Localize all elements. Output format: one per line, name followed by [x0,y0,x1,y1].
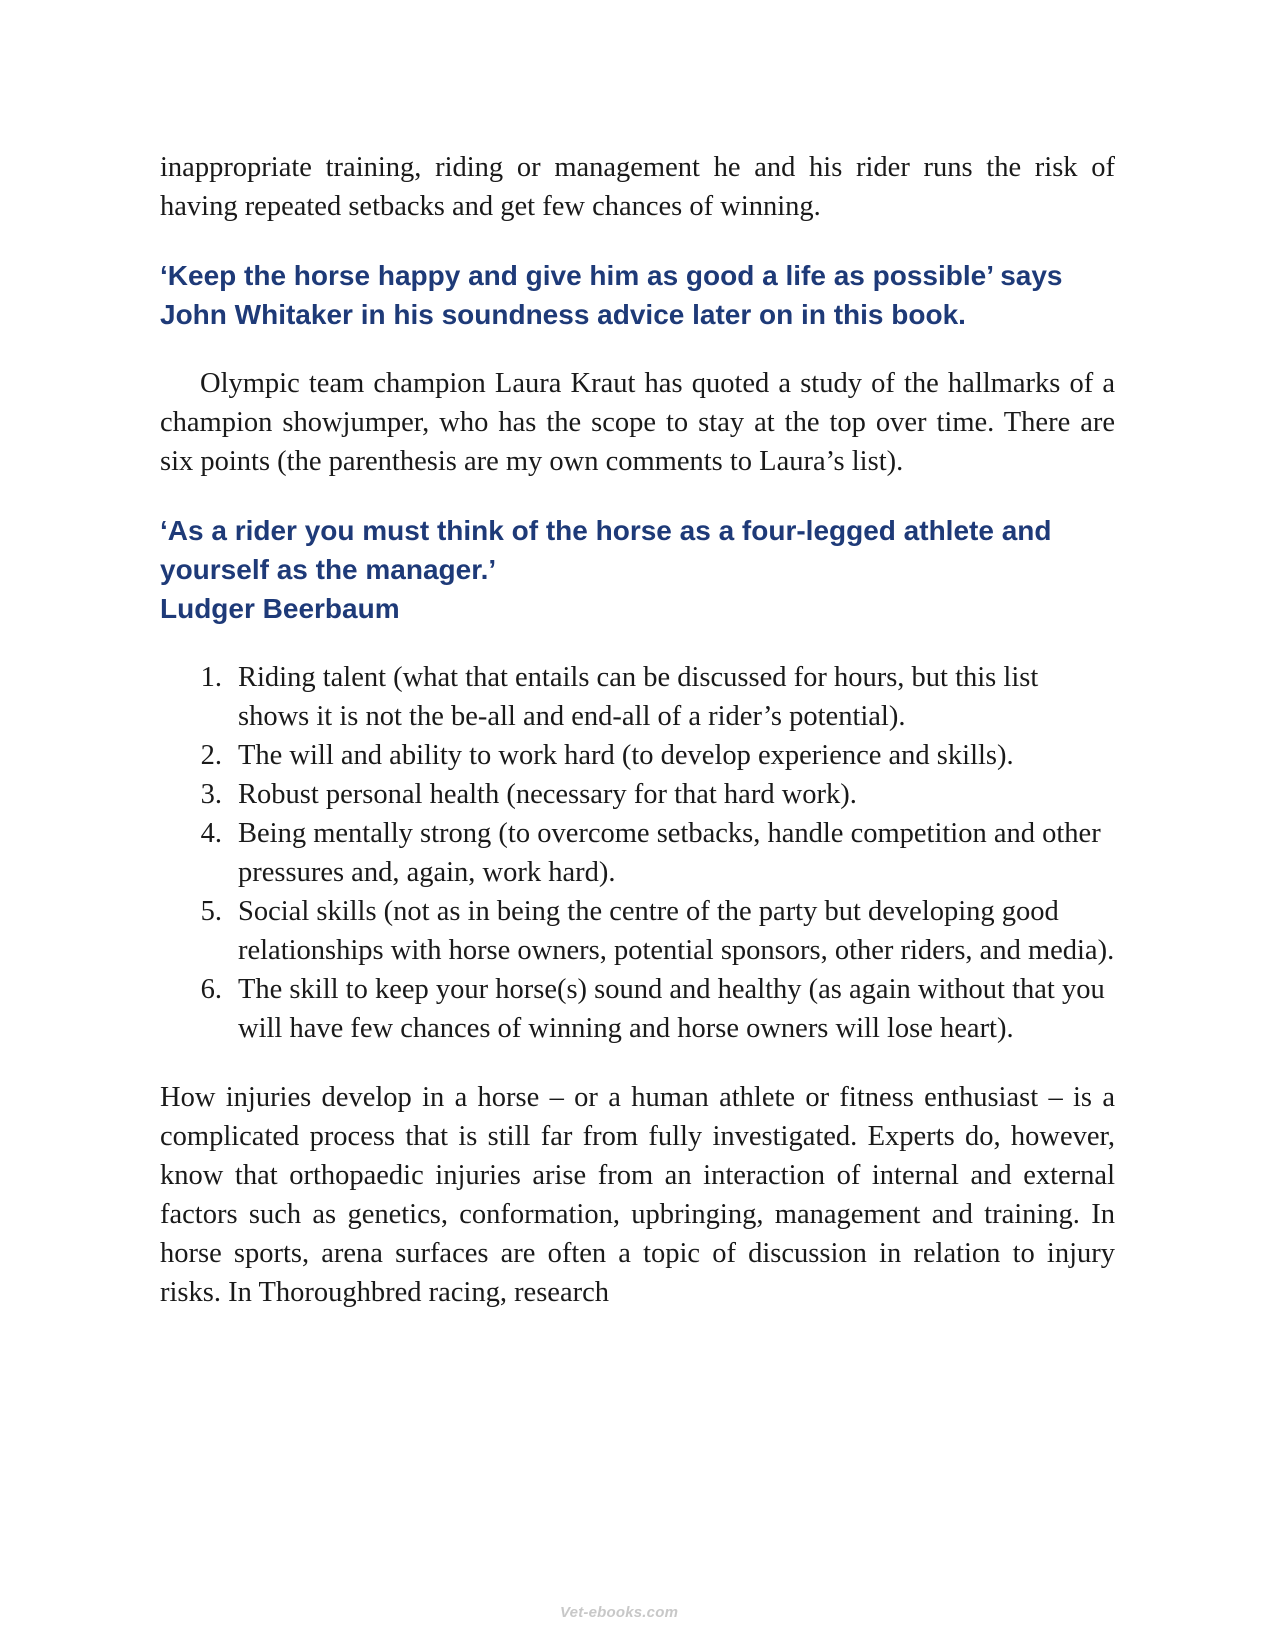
page-body [160,148,1115,1312]
intro-paragraph: inappropriate training, riding or management he and his rider runs the risk of having repeated setbacks and get few chances of winning. [160,152,1115,222]
list-item-number: 6. [200,974,222,1005]
list-item-text: The skill to keep your horse(s) sound and healthy (as again without that you will have few chances of winning and horse owners will lose heart). [238,974,1105,1044]
list-item [160,814,1115,892]
list-item-text: Social skills (not as in being the centre of the party but developing good relationships with horse owners, potential sponsors, other riders, and media). [238,896,1115,966]
list-item-text: Robust personal health (necessary for that hard work). [238,779,857,810]
list-item [160,775,1115,814]
list-item [160,736,1115,775]
list-item [160,970,1115,1048]
list-item-number: 4. [200,818,222,849]
list-item [160,892,1115,970]
kraut-paragraph: Olympic team champion Laura Kraut has quoted a study of the hallmarks of a champion showjumper, who has the scope to stay at the top over time. There are six points (the parenthesis are my own comments to Laura’s list). [160,368,1115,477]
list-item-number: 1. [200,662,222,693]
list-item [160,658,1115,736]
list-item-text: Riding talent (what that entails can be discussed for hours, but this list shows it is not the be-all and end-all of a rider’s potential). [238,662,1039,732]
injuries-paragraph: How injuries develop in a horse – or a human athlete or fitness enthusiast – is a complicated process that is still far from fully investigated. Experts do, however, know that orthopaedic injuries arise from an interaction of internal and external factors such as genetics, conformation, upbringing, management and training. In horse sports, arena surfaces are often a topic of discussion in relation to injury risks. In Thoroughbred racing, research [160,1082,1115,1308]
list-item-text: Being mentally strong (to overcome setbacks, handle competition and other pressures and, again, work hard). [238,818,1101,888]
pull-quote-beerbaum-text: ‘As a rider you must think of the horse as a four-legged athlete and yourself as the manager.’ [160,515,1052,585]
watermark-logo: Vet-ebooks.com [560,1604,679,1621]
pull-quote-whitaker: ‘Keep the horse happy and give him as good a life as possible’ says John Whitaker in his soundness advice later on in this book. [160,260,1063,330]
hallmarks-list [160,658,1115,1048]
list-item-number: 5. [200,896,222,927]
list-item-text: The will and ability to work hard (to develop experience and skills). [238,740,1014,771]
list-item-number: 2. [200,740,222,771]
pull-quote-beerbaum [160,511,1115,628]
list-item-number: 3. [200,779,222,810]
pull-quote-attribution: Ludger Beerbaum [160,593,400,624]
